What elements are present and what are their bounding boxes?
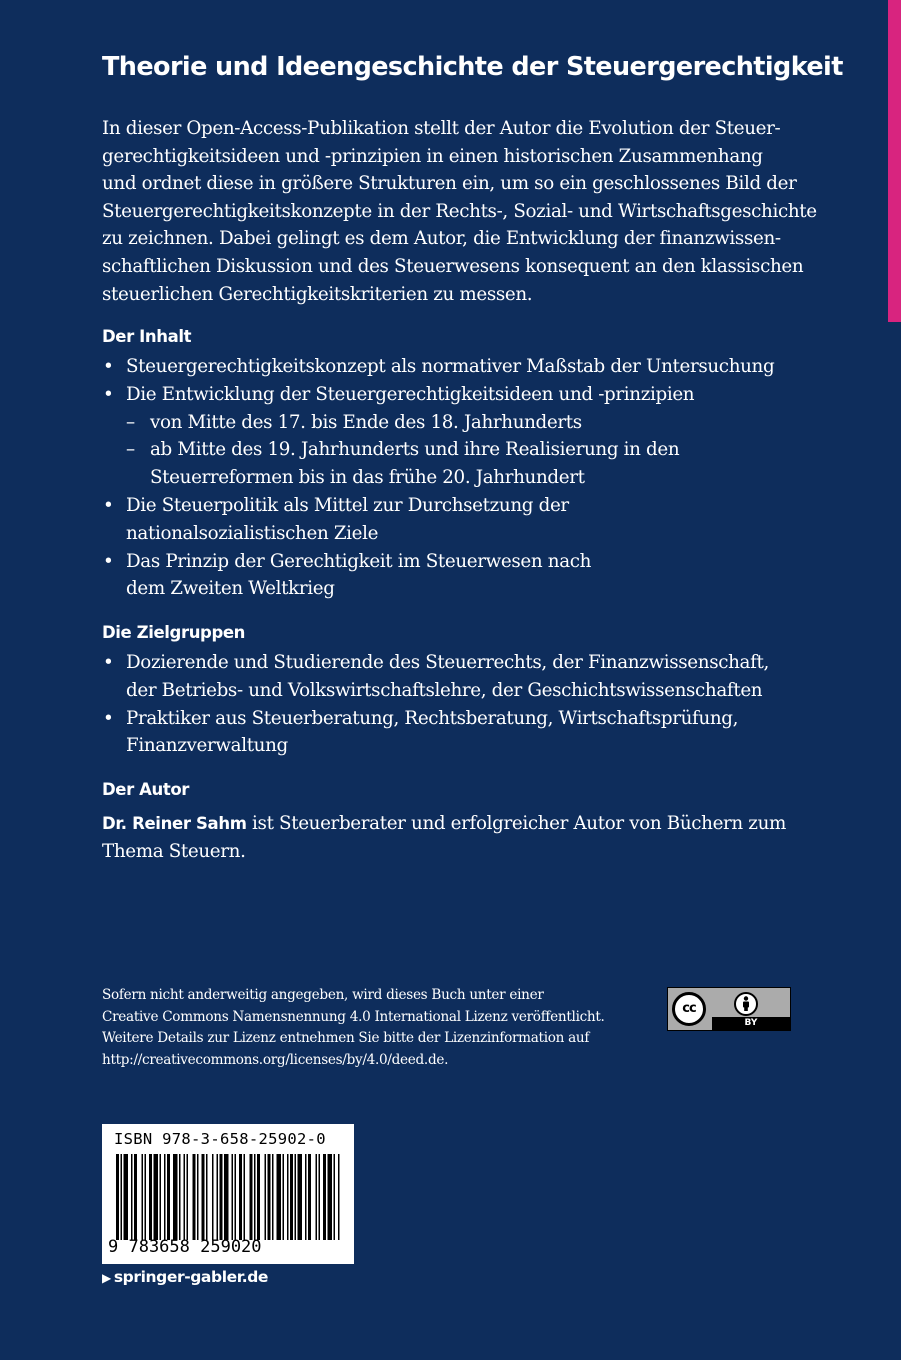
barcode-bar bbox=[202, 1154, 205, 1240]
zielgruppen-heading: Die Zielgruppen bbox=[102, 623, 246, 642]
book-title: Theorie und Ideengeschichte der Steuergerechtigkeit bbox=[102, 52, 843, 82]
barcode-bar bbox=[167, 1154, 170, 1240]
accent-bar bbox=[888, 0, 901, 322]
barcode-bar bbox=[173, 1154, 178, 1240]
list-item: • Steuergerechtigkeitskonzept als normativer Maßstab der Untersuchung bbox=[102, 353, 774, 381]
barcode-bar bbox=[154, 1154, 159, 1240]
barcode-bar bbox=[308, 1154, 311, 1240]
sub-list-item: – ab Mitte des 19. Jahrhunderts und ihre Realisierung in den Steuerreformen bis in das frühe 20. Jahrhundert bbox=[126, 436, 774, 492]
arrow-icon: ▶ bbox=[102, 1271, 111, 1285]
intro-line: Steuergerechtigkeitskonzepte in der Rechts-, Sozial- und Wirtschaftsgeschichte bbox=[102, 200, 817, 222]
barcode-bar bbox=[179, 1154, 181, 1240]
barcode-bar bbox=[338, 1154, 340, 1240]
inhalt-heading: Der Inhalt bbox=[102, 327, 192, 346]
barcode-bar bbox=[272, 1154, 274, 1240]
barcode-bar bbox=[116, 1154, 119, 1240]
barcode-bars bbox=[110, 1154, 346, 1240]
cc-icon: cc bbox=[672, 992, 706, 1026]
barcode-bar bbox=[295, 1154, 297, 1240]
sub-list-item: – von Mitte des 17. bis Ende des 18. Jahrhunderts bbox=[126, 409, 774, 437]
license-line: Weitere Details zur Lizenz entnehmen Sie bitte der Lizenzinformation auf bbox=[102, 1030, 590, 1046]
license-notice bbox=[102, 985, 642, 1071]
barcode-bar bbox=[283, 1154, 285, 1240]
inhalt-list bbox=[102, 353, 774, 603]
list-item: • Dozierende und Studierende des Steuerrechts, der Finanzwissenschaft, der Betriebs- und Volkswirtschaftslehre, der Geschichtswissenschaften bbox=[102, 649, 769, 705]
intro-line: gerechtigkeitsideen und -prinzipien in einen historischen Zusammenhang bbox=[102, 145, 763, 167]
intro-line: schaftlichen Diskussion und des Steuerwesens konsequent an den klassischen bbox=[102, 255, 804, 277]
barcode-bar bbox=[250, 1154, 253, 1240]
barcode-bar bbox=[145, 1154, 147, 1240]
intro-line: zu zeichnen. Dabei gelingt es dem Autor, die Entwicklung der finanzwissen- bbox=[102, 228, 781, 250]
barcode-bar bbox=[254, 1154, 256, 1240]
zielgruppen-list bbox=[102, 649, 769, 760]
barcode-bar bbox=[319, 1154, 321, 1240]
barcode-bar bbox=[224, 1154, 229, 1240]
author-bio: Dr. Reiner Sahm ist Steuerberater und erfolgreicher Autor von Büchern zum Thema Steuern. bbox=[102, 813, 786, 862]
barcode-bar bbox=[277, 1154, 282, 1240]
intro-line: steuerlichen Gerechtigkeitskriterien zu messen. bbox=[102, 283, 533, 305]
list-item: • Praktiker aus Steuerberatung, Rechtsberatung, Wirtschaftsprüfung, Finanzverwaltung bbox=[102, 705, 769, 761]
person-icon bbox=[734, 992, 758, 1016]
barcode-bar bbox=[220, 1154, 223, 1240]
barcode-bar bbox=[164, 1154, 166, 1240]
barcode-bar bbox=[212, 1154, 214, 1240]
barcode-bar bbox=[244, 1154, 246, 1240]
barcode-bar bbox=[298, 1154, 303, 1240]
barcode-bar bbox=[268, 1154, 271, 1240]
barcode-bar bbox=[290, 1154, 293, 1240]
barcode-bar bbox=[257, 1154, 260, 1240]
cc-by-license-badge[interactable] bbox=[667, 987, 791, 1031]
isbn-digits: 9 783658 259020 bbox=[108, 1237, 262, 1257]
intro-paragraph bbox=[102, 115, 817, 308]
isbn-label: ISBN 978-3-658-25902-0 bbox=[114, 1130, 326, 1148]
barcode-bar bbox=[131, 1154, 133, 1240]
barcode-bar bbox=[305, 1154, 307, 1240]
publisher-site: springer-gabler.de bbox=[113, 1268, 269, 1286]
barcode-bar bbox=[142, 1154, 144, 1240]
barcode-bar bbox=[239, 1154, 242, 1240]
list-item: • Das Prinzip der Gerechtigkeit im Steuerwesen nach dem Zweiten Weltkrieg bbox=[102, 548, 774, 604]
barcode-bar bbox=[134, 1154, 137, 1240]
intro-line: und ordnet diese in größere Strukturen ein, um so ein geschlossenes Bild der bbox=[102, 173, 797, 195]
barcode-bar bbox=[328, 1154, 333, 1240]
license-line: Sofern nicht anderweitig angegeben, wird dieses Buch unter einer bbox=[102, 987, 544, 1003]
publisher-link[interactable] bbox=[102, 1268, 268, 1286]
list-item: • Die Steuerpolitik als Mittel zur Durchsetzung der nationalsozialistischen Ziele bbox=[102, 492, 774, 548]
barcode-bar bbox=[235, 1154, 237, 1240]
barcode-bar bbox=[265, 1154, 267, 1240]
barcode-bar bbox=[334, 1154, 336, 1240]
barcode-bar bbox=[160, 1154, 162, 1240]
sub-list bbox=[126, 409, 774, 492]
isbn-barcode bbox=[102, 1124, 354, 1264]
barcode-bar bbox=[187, 1154, 189, 1240]
barcode-bar bbox=[232, 1154, 234, 1240]
barcode-bar bbox=[121, 1154, 123, 1240]
license-url[interactable]: http://creativecommons.org/licenses/by/4.0/deed.de. bbox=[102, 1051, 449, 1068]
author-name: Dr. Reiner Sahm bbox=[102, 814, 247, 833]
barcode-bar bbox=[197, 1154, 199, 1240]
barcode-bar bbox=[287, 1154, 289, 1240]
license-line: Creative Commons Namensnennung 4.0 International Lizenz veröffentlicht. bbox=[102, 1008, 605, 1025]
list-item: • Die Entwicklung der Steuergerechtigkeitsideen und -prinzipien – von Mitte des 17. bis Ende des 18. Jahrhunderts – ab Mitte des 19. Jahrhunderts und ihre Realisierung in den Steuerreformen bis in das frühe 20. Jahrhundert bbox=[102, 381, 774, 492]
by-label: BY bbox=[712, 1017, 790, 1030]
barcode-bar bbox=[124, 1154, 129, 1240]
barcode-bar bbox=[184, 1154, 186, 1240]
barcode-bar bbox=[206, 1154, 208, 1240]
barcode-bar bbox=[217, 1154, 219, 1240]
intro-line: In dieser Open-Access-Publikation stellt der Autor die Evolution der Steuer- bbox=[102, 118, 781, 139]
barcode-bar bbox=[323, 1154, 326, 1240]
barcode-bar bbox=[149, 1154, 152, 1240]
autor-heading: Der Autor bbox=[102, 780, 190, 799]
barcode-bar bbox=[316, 1154, 318, 1240]
barcode-bar bbox=[193, 1154, 196, 1240]
